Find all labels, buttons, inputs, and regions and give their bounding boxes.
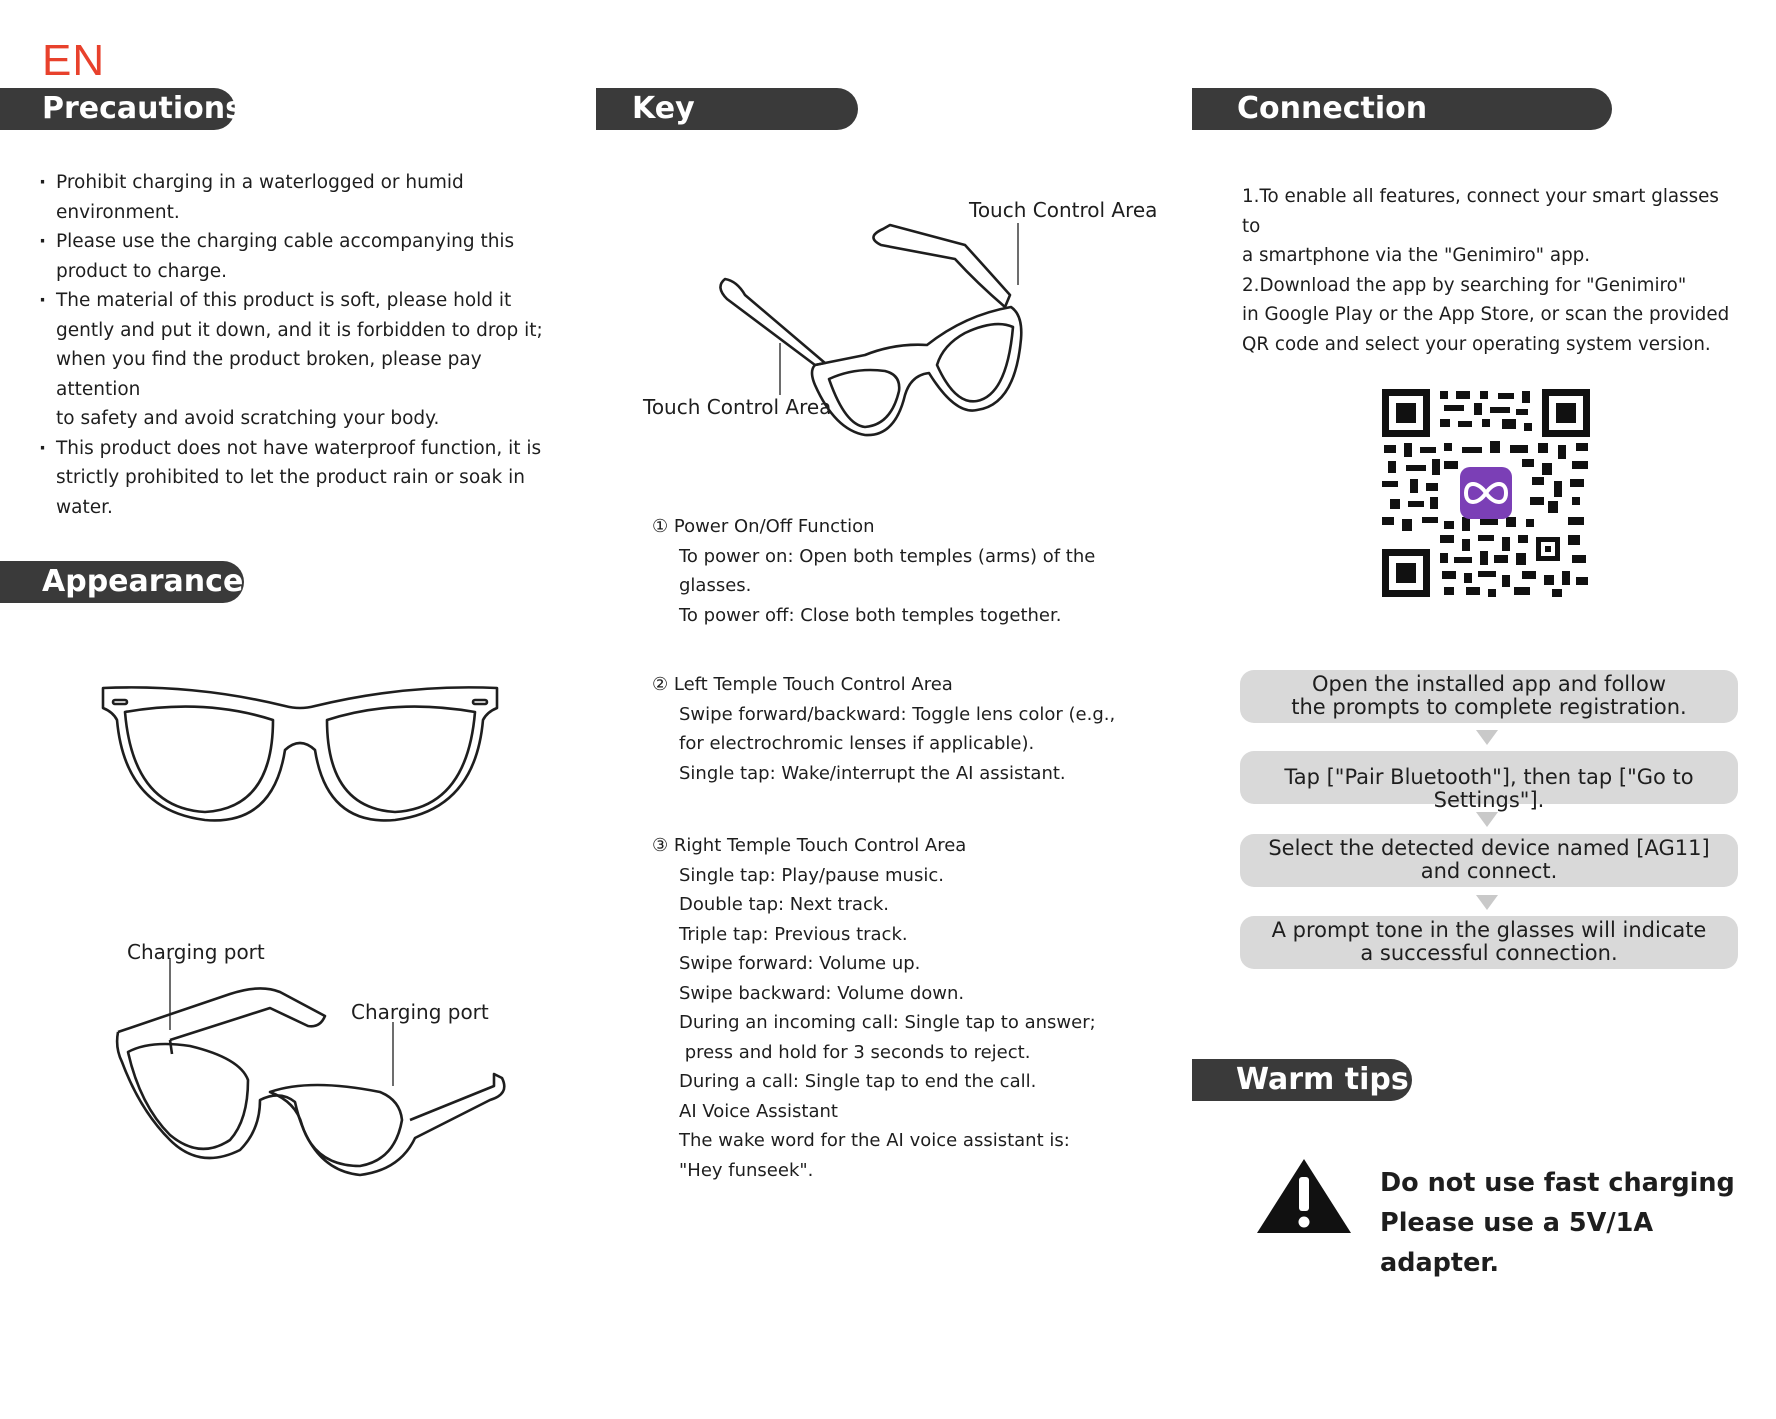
step-arrow-icon: [1476, 730, 1498, 745]
step-arrow-icon: [1476, 895, 1498, 910]
precautions-header: Precautions: [0, 88, 235, 130]
charging-port-label-right: Charging port: [351, 1000, 489, 1024]
app-qr-code[interactable]: [1382, 389, 1590, 597]
connection-intro: 1.To enable all features, connect your smart glasses to a smartphone via the "Genimiro" app. 2.Download the app by searching for "Genimiro" in Google Play or the App Store, or scan the provided QR code and select your operating system version.: [1242, 186, 1730, 355]
warning-triangle-icon: [1255, 1157, 1353, 1235]
touch-area-label-top: Touch Control Area: [969, 198, 1158, 222]
key-item-power: ① Power On/Off Function To power on: Open both temples (arms) of the glasses. To power off: Close both temples together.: [652, 516, 1096, 626]
glasses-front-illustration: [95, 680, 505, 830]
precaution-item: · This product does not have waterproof function, it is strictly prohibited to let the product rain or soak in water.: [42, 434, 562, 523]
key-item-left-temple: ② Left Temple Touch Control Area Swipe forward/backward: Toggle lens color (e.g., for electrochromic lenses if applicable). Single tap: Wake/interrupt the AI assistant.: [652, 674, 1116, 784]
precaution-item: · Prohibit charging in a waterlogged or humid environment.: [42, 168, 562, 227]
step-arrow-icon: [1476, 812, 1498, 827]
touch-area-leader-lines: [760, 215, 1060, 425]
precaution-item: · The material of this product is soft, please hold it gently and put it down, and it is forbidden to drop it; when you find the product broken, please pay attention to safety and avoid scratching your body.: [42, 286, 562, 434]
appearance-header: Appearance: [0, 561, 244, 603]
key-item-right-temple: ③ Right Temple Touch Control Area Single tap: Play/pause music. Double tap: Next track. Triple tap: Previous track. Swipe forward: Volume up. Swipe backward: Volume down. During an incoming call: Single tap to answer; press and hold for 3 seconds to reject. During a call: Single tap to end the call. AI Voice Assistant The wake word for the AI voice assistant is: "Hey funseek".: [652, 835, 1096, 1181]
connection-step: Tap ["Pair Bluetooth"], then tap ["Go to Settings"].: [1240, 751, 1738, 804]
touch-area-label-bottom: Touch Control Area: [643, 395, 832, 419]
warm-tips-text: Do not use fast charging Please use a 5V/1A adapter.: [1380, 1168, 1735, 1278]
precaution-item: · Please use the charging cable accompanying this product to charge.: [42, 227, 562, 286]
precautions-list: [42, 168, 562, 522]
language-label: EN: [42, 36, 106, 85]
warm-tips-header: Warm tips: [1192, 1059, 1412, 1101]
connection-step: Select the detected device named [AG11] and connect.: [1240, 834, 1738, 887]
connection-step: Open the installed app and follow the prompts to complete registration.: [1240, 670, 1738, 723]
key-definition-header: Key Definition: [596, 88, 858, 130]
connection-header: Connection instructions: [1192, 88, 1612, 130]
key-definition-list: [652, 512, 1172, 1185]
charging-port-label-left: Charging port: [127, 940, 265, 964]
connection-step: A prompt tone in the glasses will indicate a successful connection.: [1240, 916, 1738, 969]
